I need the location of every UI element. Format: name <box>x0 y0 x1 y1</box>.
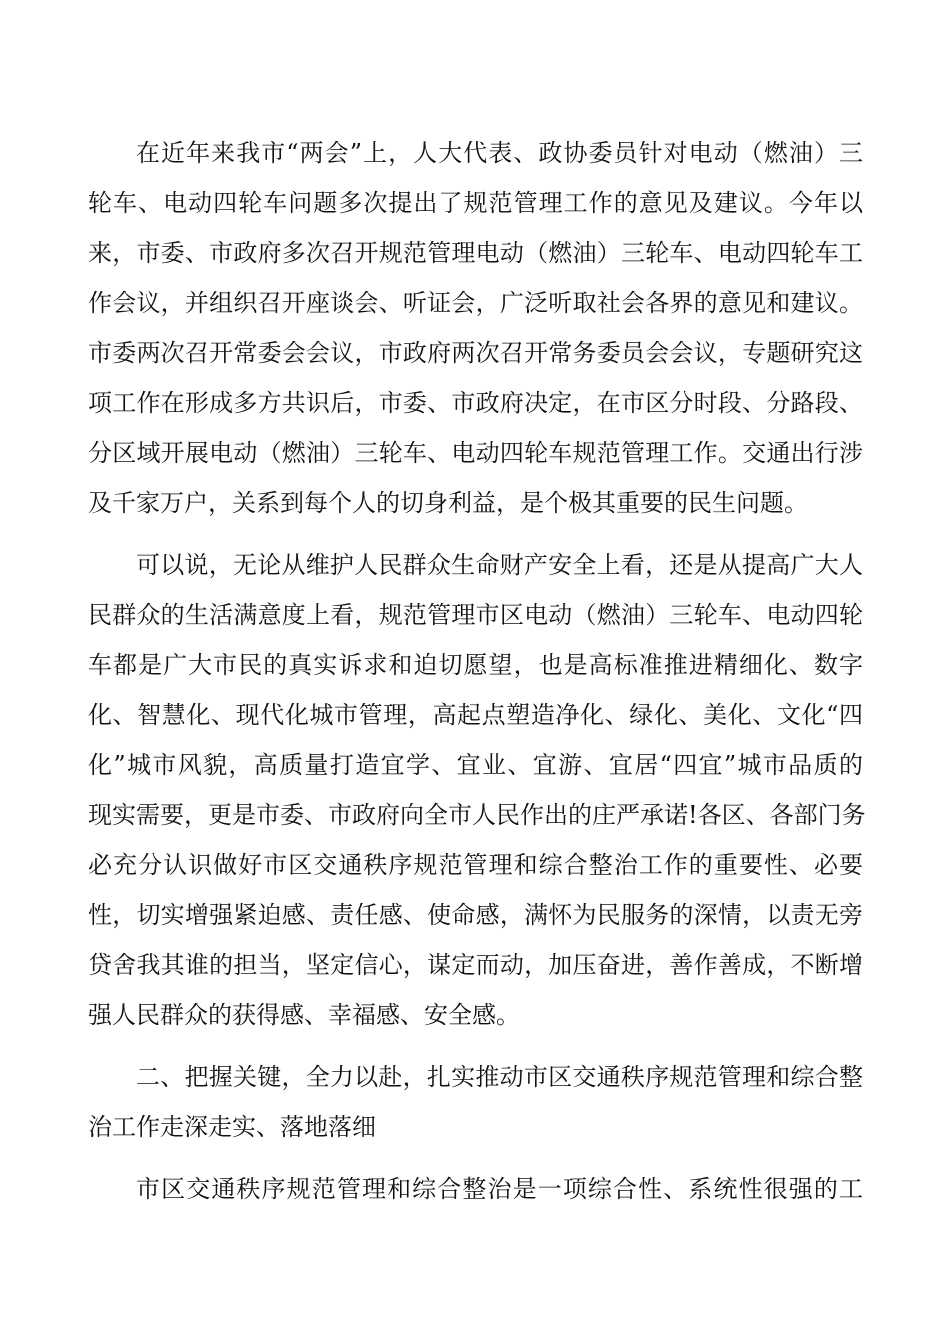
text-line: 在近年来我市“两会”上，人大代表、政协委员针对电动（燃油）三 <box>136 139 863 167</box>
text-line: 化”城市风貌，高质量打造宜学、宜业、宜游、宜居“四宜”城市品质的 <box>88 751 863 779</box>
text-line: 市委两次召开常委会会议，市政府两次召开常务委员会会议，专题研究这 <box>88 339 863 367</box>
text-line: 市区交通秩序规范管理和综合整治是一项综合性、系统性很强的工 <box>136 1175 863 1203</box>
text-line: 性，切实增强紧迫感、责任感、使命感，满怀为民服务的深情，以责无旁 <box>88 901 863 929</box>
text-line: 及千家万户，关系到每个人的切身利益，是个极其重要的民生问题。 <box>88 489 808 517</box>
section-heading <box>88 1052 863 1152</box>
paragraph-1 <box>88 128 863 528</box>
document-body <box>88 128 866 1214</box>
text-line: 二、把握关键，全力以赴，扎实推动市区交通秩序规范管理和综合整 <box>136 1063 863 1091</box>
text-line: 可以说，无论从维护人民群众生命财产安全上看，还是从提高广大人 <box>136 551 863 579</box>
text-line: 贷舍我其谁的担当，坚定信心，谋定而动，加压奋进，善作善成，不断增 <box>88 951 863 979</box>
text-line: 项工作在形成多方共识后，市委、市政府决定，在市区分时段、分路段、 <box>88 389 863 417</box>
text-line: 轮车、电动四轮车问题多次提出了规范管理工作的意见及建议。今年以 <box>88 189 863 217</box>
text-line: 必充分认识做好市区交通秩序规范管理和综合整治工作的重要性、必要 <box>88 851 863 879</box>
text-line: 化、智慧化、现代化城市管理，高起点塑造净化、绿化、美化、文化“四 <box>88 701 863 729</box>
text-line: 民群众的生活满意度上看，规范管理市区电动（燃油）三轮车、电动四轮 <box>88 601 863 629</box>
text-line: 分区域开展电动（燃油）三轮车、电动四轮车规范管理工作。交通出行涉 <box>88 439 863 467</box>
text-line: 车都是广大市民的真实诉求和迫切愿望，也是高标准推进精细化、数字 <box>88 651 863 679</box>
text-line: 现实需要，更是市委、市政府向全市人民作出的庄严承诺!各区、各部门务 <box>88 801 866 829</box>
text-line: 来，市委、市政府多次召开规范管理电动（燃油）三轮车、电动四轮车工 <box>88 239 863 267</box>
paragraph-2 <box>88 540 866 1040</box>
text-line: 强人民群众的获得感、幸福感、安全感。 <box>88 1001 520 1029</box>
text-line: 治工作走深走实、落地落细 <box>88 1113 376 1141</box>
text-line: 作会议，并组织召开座谈会、听证会，广泛听取社会各界的意见和建议。 <box>88 289 863 317</box>
paragraph-4 <box>88 1164 863 1214</box>
